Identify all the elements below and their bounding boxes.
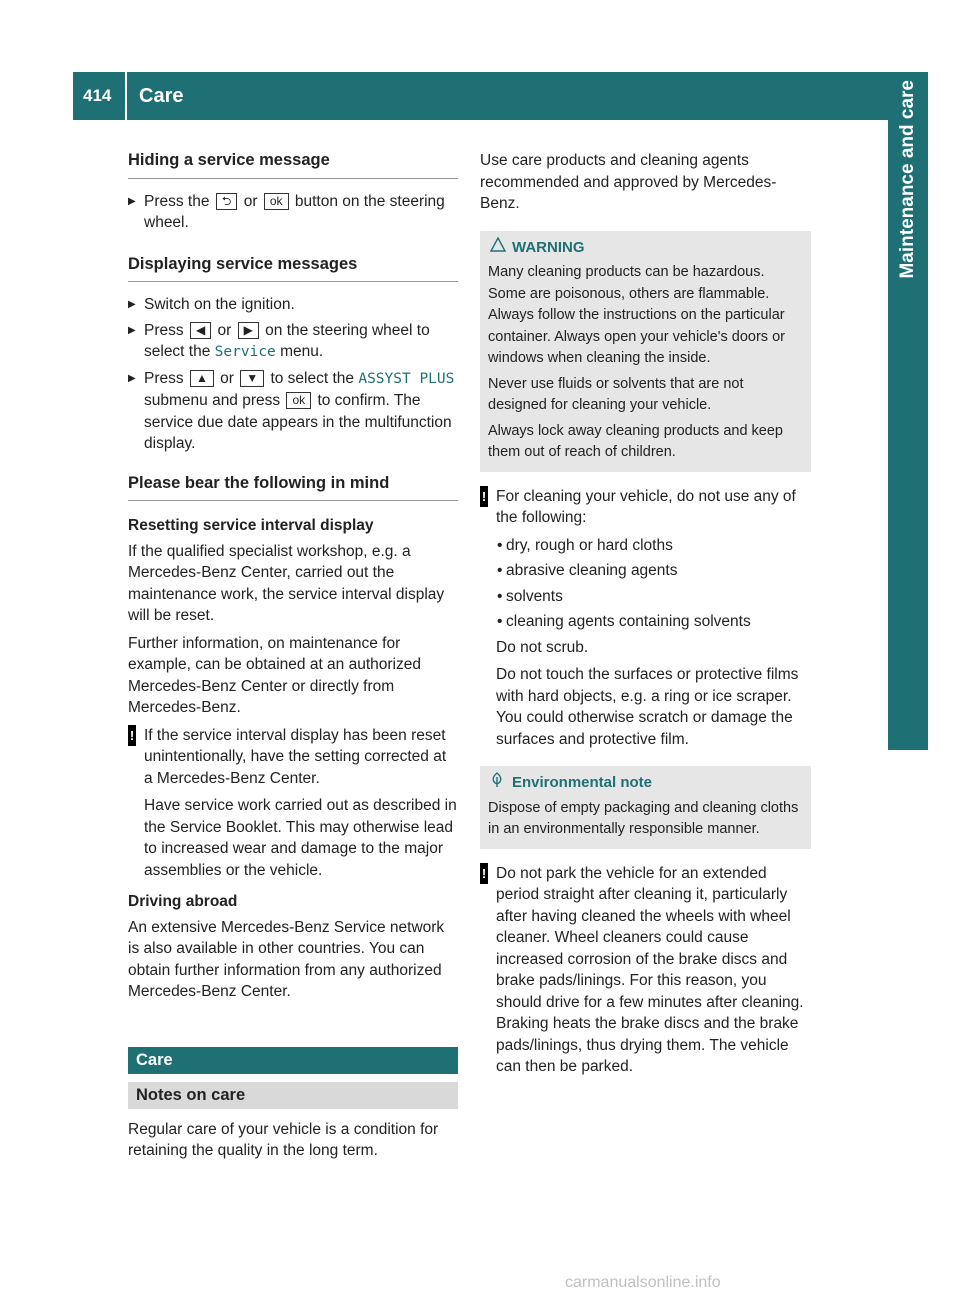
chapter-side-tab[interactable] [888,72,928,750]
page-header [73,72,888,120]
assyst-menu-name: ASSYST PLUS [358,370,455,387]
down-key-icon: ▼ [240,370,264,387]
header-divider [125,72,127,120]
warning-triangle-icon [490,237,506,259]
reset-heading: Resetting service interval display [128,517,374,534]
caution-icon: ! [480,863,488,885]
step-result: The service due date appears in the multifunction display. [144,392,452,452]
page-number: 414 [83,86,112,105]
left-key-icon: ◀ [190,322,211,339]
env-text: Dispose of empty packaging and cleaning cloths in an environmentally responsible manner. [488,799,799,837]
notes-on-care-bar: Notes on care [128,1082,458,1109]
display-heading: Displaying service messages [128,254,458,283]
back-key-icon: ⮌ [216,193,238,210]
warning-title: WARNING [512,238,585,256]
display-step-1: ▶ Switch on the ignition. [128,294,458,316]
touch-text: Do not touch the surfaces or protective films with hard objects, e.g. a ring or ice scraper. You could otherwise scratch or damage the surfaces and protective film. [496,666,799,748]
service-menu-name: Service [214,344,276,360]
left-column [128,150,458,1168]
display-step-2: ▶ Press ◀ or ▶ on the steering wheel to select the Service menu. [128,321,430,360]
list-item: • solvents [497,587,563,605]
abroad-heading: Driving abroad [128,893,238,910]
step-arrow-icon: ▶ [128,372,136,384]
warning-text-2: Never use fluids or solvents that are not designed for cleaning your vehicle. [488,375,744,413]
mind-heading: Please bear the following in mind [128,473,458,502]
step-arrow-icon: ▶ [128,299,136,310]
care-section-bar: Care [128,1047,458,1074]
intro-paragraph: Use care products and cleaning agents recommended and approved by Mercedes-Benz. [480,152,777,212]
leaf-icon [490,772,504,795]
right-key-icon: ▶ [238,322,259,339]
list-item: • dry, rough or hard cloths [497,536,673,554]
note-reset-continued: Have service work carried out as described in the Service Booklet. This may otherwise lead to increased wear and damage to the major assemblies or the vehicle. [144,797,457,879]
reset-paragraph: If the qualified specialist workshop, e.g. a Mercedes-Benz Center, carried out the maintenance work, the service interval display will be reset. [128,542,445,624]
list-item: • cleaning agents containing solvents [497,613,751,630]
note-parking: ! Do not park the vehicle for an extended period straight after cleaning it, particularly after having cleaned the wheels with wheel cleaner. Wheel cleaners could cause increased corrosion of the brake discs and brake pads/linings. For this reason, you should drive for a few minutes after cleaning. Braking heats the brake discs and the brake pads/linings, thus drying them. The vehicle can then be parked. [481,864,804,1075]
step-arrow-icon: ▶ [128,324,136,336]
right-column [480,150,811,1084]
list-item: • abrasive cleaning agents [497,562,678,579]
hide-heading: Hiding a service message [128,150,458,179]
note-cleaning: ! For cleaning your vehicle, do not use any of the following: [481,487,796,526]
up-key-icon: ▲ [190,370,214,387]
environmental-note-box [480,766,811,849]
env-title: Environmental note [512,774,653,791]
step-arrow-icon: ▶ [128,195,136,207]
hide-step: ▶ Press the ⮌ or ok button on the steering wheel. [128,192,445,231]
warning-text-1: Many cleaning products can be hazardous. Some are poisonous, others are flammable. Always follow the instructions on the particular container. Always open your vehicle's doors or windows when cleaning the inside. [488,264,785,366]
further-paragraph: Further information, on maintenance for example, can be obtained at an authorized Mercedes-Benz Center or directly from Mercedes-Benz. [128,634,421,716]
warning-text-3: Always lock away cleaning products and keep them out of reach of children. [488,422,783,460]
caution-icon: ! [480,486,488,508]
page-title: Care [139,85,184,107]
abroad-paragraph: An extensive Mercedes-Benz Service network is also available in other countries. You can obtain further information from any authorized Mercedes-Benz Center. [128,918,445,1000]
watermark: carmanualsonline.info [565,1274,721,1291]
display-step-3: ▶ Press ▲ or ▼ to select the ASSYST PLUS submenu and press ok to confirm. The service due date appears in the multifunction display. [128,369,455,452]
care-paragraph: Regular care of your vehicle is a condition for retaining the quality in the long term. [128,1120,439,1159]
warning-box [480,231,811,472]
scrub-text: Do not scrub. [496,638,589,656]
ok-key-icon: ok [286,392,311,409]
ok-key-icon: ok [264,193,289,210]
side-tab-label: Maintenance and care [897,80,918,279]
note-reset: ! If the service interval display has been reset unintentionally, have the setting corrected at a Mercedes-Benz Center. [129,726,447,787]
caution-icon: ! [128,725,136,747]
